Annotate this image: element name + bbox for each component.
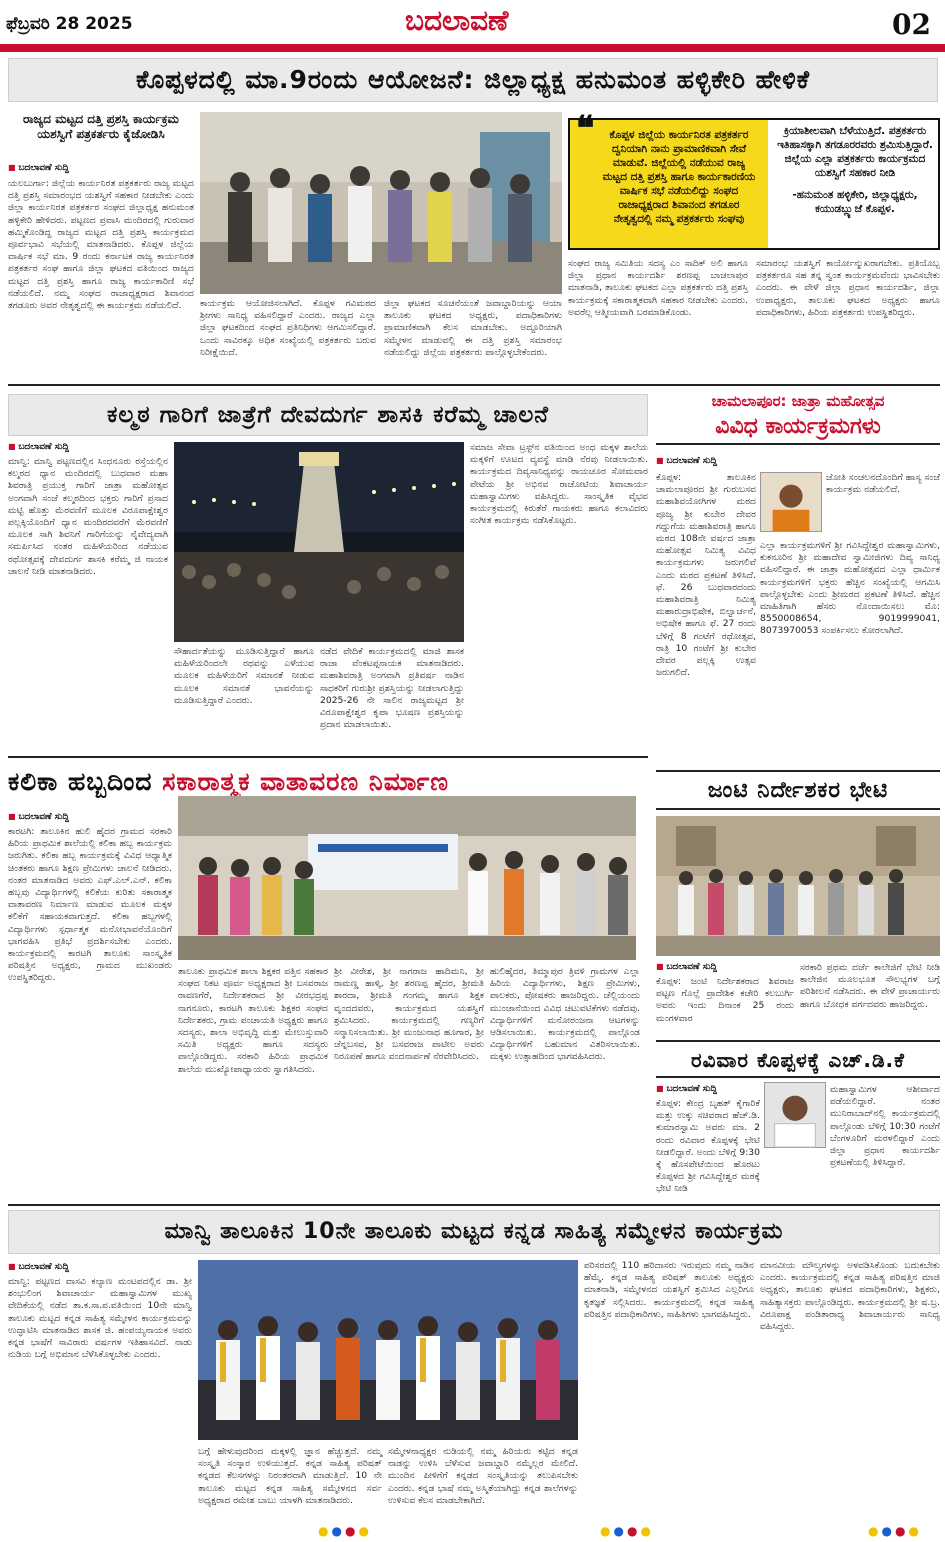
story1-quote-box (568, 109, 940, 250)
story7-col5: ಮಾನವೀಯ ಮೌಲ್ಯಗಳನ್ನು ಅಳವಡಿಸಿಕೊಂಡು ಬದುಕಬೇಕು ಎಂದರು. ಕಾರ್ಯಕ್ರಮದಲ್ಲಿ ಕನ್ನಡ ಸಾಹಿತ್ಯ ಪರಿಷತ್ತಿನ ಮಾಜಿ ಅಧ್ಯಕ್ಷರು, ತಾಲೂಕು ಘಟಕದ ಪದಾಧಿಕಾರಿಗಳು, ಶಿಕ್ಷಕರು, ಸಾಹಿತ್ಯಾಸಕ್ತರು ಪಾಲ್ಗೊಂಡಿದ್ದರು. ಕಾರ್ಯಕ್ರಮದಲ್ಲಿ ಶ್ರೀ ಷ.ಬ್ರ. ವಿರೂಪಾಕ್ಷ ಪಂಡಿತಾರಾಧ್ಯ ಶಿವಾಚಾರ್ಯರು ಸಾನಿಧ್ಯ ವಹಿಸಿದ್ದರು. (760, 1260, 940, 1333)
story5-visit-photo (656, 816, 940, 956)
story4-col3: ಶ್ರೀ ವೀರೇಶ, ಶ್ರೀ ನಾಗರಾಜ ಹಾದಿಮನಿ, ಶ್ರೀ ರಾಮಣ್ಣ ಹಾಳ್ಕಿ, ಶ್ರೀ ಶರಣಪ್ಪ ಹೈದರ, ಶ್ರೀಮತಿ ಶಾರದಾ, ಶ್ರೀಮತಿ ಗಂಗಮ್ಮ ಹಾಗೂ ಶಿಕ್ಷಕ ವೃಂದದವರು, ಕಾರ್ಯಕ್ರಮದ ಯಶಸ್ವಿಗೆ ಶ್ರಮಿಸಿದರು. ಕಾರ್ಯಕ್ರಮದಲ್ಲಿ ಗಣ್ಯರಿಗೆ ಸನ್ಮಾನಿಸಲಾಯಿತು. ಶ್ರೀ ಮಂಜುನಾಥ ಹೂಗಾರ, ಶ್ರೀ ಚೆನ್ನಬಸವ, ಶ್ರೀ ಬಸವರಾಜ ಪಾಟೀಲ ಅವರು ನಿರೂಪಣೆ ಹಾಗೂ ವಂದನಾರ್ಪಣೆ ನೆರವೇರಿಸಿದರು. (334, 966, 484, 1063)
story6-person-photo (764, 1082, 826, 1148)
story7-col4: ಪರಿಸರದಲ್ಲಿ 110 ಹರಿದಾಸರು ಇರುವುದು ನಮ್ಮ ನಾಡಿನ ಹೆಮ್ಮೆ. ಕನ್ನಡ ಸಾಹಿತ್ಯ ಪರಿಷತ್ ತಾಲೂಕು ಅಧ್ಯಕ್ಷರು ಮಾತನಾಡಿ, ಸಮ್ಮೇಳನದ ಯಶಸ್ವಿಗೆ ಶ್ರಮಿಸಿದ ಎಲ್ಲರಿಗೂ ಕೃತಜ್ಞತೆ ಸಲ್ಲಿಸಿದರು. ಕಾರ್ಯಕ್ರಮದಲ್ಲಿ ಕನ್ನಡ ಸಾಹಿತ್ಯ ಪರಿಷತ್ತಿನ ಪದಾಧಿಕಾರಿಗಳು, ಸಾಹಿತಿಗಳು ಭಾಗವಹಿಸಿದ್ದರು. (584, 1260, 754, 1320)
page-number: 02 (892, 8, 931, 41)
divider-1 (8, 384, 940, 386)
story2-col1: ಮಾನ್ವಿ: ಮಾನ್ವಿ ಪಟ್ಟಣದಲ್ಲಿನ ಸಿಂಧನೂರು ರಸ್ತೆಯಲ್ಲಿನ ಕಲ್ಮಠದ ಧ್ಯಾನ ಮಂದಿರದಲ್ಲಿ ಬುಧವಾರ ಮಹಾ ಶಿವರಾತ್ರಿ ಪ್ರಯುಕ್ತ ಗಾರಿಗೆ ಜಾತ್ರಾ ಮಹೋತ್ಸವ ಅಂಗವಾಗಿ ಸಂಜೆ ಕಲ್ಮಠದಿಂದ ಭಕ್ತರು ಗಾರಿಗೆ ಪ್ರಸಾದ ಮಟ್ಟಿ ಹೊತ್ತು ಮೆರವಣಿಗೆ ಮೂಲಕ ವಿರೂಪಾಕ್ಷೇಶ್ವರ ಪಲ್ಲಕ್ಕಿಯೊಂದಿಗೆ ಧ್ಯಾನ ಮಂದಿರದವರೆಗೆ ಮೆರವಣಿಗೆ ಮೂಲಕ ಸಾಗಿ ಶಿವನಿಗೆ ಗಾರಿಗೆಯನ್ನು ನೈವೇದ್ಯವಾಗಿ ಸಮರ್ಪಿಸಿದ ನಂತರ ಮಹಿಳೆಯರಿಂದ ನಡೆಯುವ ರಥೋತ್ಸವಕ್ಕೆ ದೇವದುರ್ಗ ಶಾಸಕಿ ಕರೆಮ್ಮ ಜಿ ನಾಯಕ ಚಾಲನೆ ನೀಡಿ ಮಾತನಾಡಿದರು. (8, 456, 168, 577)
story2-col3-lower: ನಡೆದ ವೇದಿಕೆ ಕಾರ್ಯಕ್ರಮದಲ್ಲಿ ಮಾಜಿ ಶಾಸಕ ರಾಜಾ ವೆಂಕಟಪ್ಪನಾಯಕ ಮಾತನಾಡಿದರು. ಮಹಾಶಿವರಾತ್ರಿ ಅಂಗವಾಗಿ ಪ್ರತಿವರ್ಷ ನಾಡಿನ ಸಾಧಕರಿಗೆ ಗುರುಶ್ರೀ ಪ್ರಶಸ್ತಿಯನ್ನು ನೀಡಲಾಗುತ್ತಿದ್ದು 2025-26 ನೇ ಸಾಲಿನ ರಾಜ್ಯಮಟ್ಟದ ಶ್ರೀ ವಿರೂಪಾಕ್ಷೇಶ್ವರ ಕೃಪಾ ಭೂಷಣ ಪ್ರಶಸ್ತಿಯನ್ನು ಪ್ರದಾನ ಮಾಡಲಾಯಿತು. (320, 646, 464, 731)
story1-headline: ಕೊಪ್ಪಳದಲ್ಲಿ ಮಾ.9ರಂದು ಆಯೋಜನೆ: ಜಿಲ್ಲಾಧ್ಯಕ್ಷ ಹನುಮಂತ ಹಳ್ಳಿಕೇರಿ ಹೇಳಿಕೆ (8, 58, 938, 102)
story2-headline: ಕಲ್ಮಠ ಗಾರಿಗೆ ಜಾತ್ರೆಗೆ ದೇವದುರ್ಗ ಶಾಸಕಿ ಕರೆಮ್ಮ ಚಾಲನೆ (8, 394, 648, 436)
story4-headline-black: ಕಲಿಕಾ ಹಬ್ಬದಿಂದ (8, 767, 153, 796)
story6-headline: ರವಿವಾರ ಕೊಪ್ಪಳಕ್ಕೆ ಎಚ್.ಡಿ.ಕೆ (656, 1040, 940, 1078)
story3-headline: ವಿವಿಧ ಕಾರ್ಯಕ್ರಮಗಳು (656, 414, 940, 445)
story3-person-caption: ಜೋತಿ ಸಂಚಲನದೊಂದಿಗೆ ಹಾಸ್ಯ ಸಂಜೆ ಕಾರ್ಯಕ್ರಮ ನಡೆಯಲಿದೆ. (826, 472, 940, 496)
story1-col4: ಸಂಘದ ರಾಜ್ಯ ಸಮಿತಿಯ ಸದಸ್ಯ ಎಂ ಸಾದಿಕ್ ಅಲಿ ಹಾಗೂ ಜಿಲ್ಲಾ ಪ್ರಧಾನ ಕಾರ್ಯದರ್ಶಿ ಶರಣಪ್ಪ ಬಾಚಲಾಪುರ ಮಾತನಾಡಿ, ತಾಲೂಕು ಘಟಕದ ಎಲ್ಲಾ ಪತ್ರಕರ್ತರು ದತ್ತಿ ಪ್ರಶಸ್ತಿ ಕಾರ್ಯಕ್ರಮಕ್ಕೆ ಸಕಾರಾತ್ಮಕವಾಗಿ ಸಹಕಾರ ನೀಡಬೇಕು ಎಂದರು. ಅವರೆಲ್ಲ ಆತ್ಮೀಯವಾಗಿ ಬರಮಾಡಿಕೊಂಡು. (568, 258, 748, 318)
story6-col1: ಕೊಪ್ಪಳ: ಕೇಂದ್ರ ಬೃಹತ್ ಕೈಗಾರಿಕೆ ಮತ್ತು ಉಕ್ಕು ಸಚಿವರಾದ ಹೆಚ್.ಡಿ. ಕುಮಾರಸ್ವಾಮಿ ಅವರು ಮಾ. 2 ರಂದು ರವಿವಾರ ಕೊಪ್ಪಳಕ್ಕೆ ಭೇಟಿ ನೀಡಲಿದ್ದಾರೆ. ಅಂದು ಬೆಳಿಗ್ಗೆ 9:30 ಕ್ಕೆ ಹೊಸಪೇಟೆಯಿಂದ ಹೊರಟು ಕೊಪ್ಪಳದ ಶ್ರೀ ಗವಿಸಿದ್ದೇಶ್ವರ ಮಠಕ್ಕೆ ಭೇಟಿ ನೀಡಿ (656, 1098, 760, 1195)
story2-byline: ■ ಬದಲಾವಣೆ ಸುದ್ದಿ (8, 442, 69, 452)
issue-date: ಫೆಬ್ರವರಿ 28 2025 (6, 14, 133, 34)
quote-mark-icon: ❝ (576, 109, 595, 149)
divider-3 (8, 1204, 940, 1206)
story3-col1: ಕೊಪ್ಪಳ: ತಾಲೂಕಿನ ಚಾಮಲಾಪೂರದ ಶ್ರೀ ಗುರುಬಸವ ಮಹಾಶಿವಯೋಗಿಗಳ ಮಠದ ಪೂಜ್ಯ ಶ್ರೀ ಕುಬೇರ ದೇವರ ಗದ್ದುಗೆಯ ಮಹಾಶಿವರಾತ್ರಿ ಹಾಗೂ ಮಠದ 108ನೇ ವರ್ಷದ ಜಾತ್ರಾ ಮಹೋತ್ಸವ ನಿಮಿತ್ಯ ವಿವಿಧ ಕಾರ್ಯಕ್ರಮಗಳು ಜರುಗಲಿವೆ ಎಂದು ಮಠದ ಪ್ರಕಟಣೆ ತಿಳಿಸಿದೆ. ಫೆ. 26 ಬುಧವಾರದಂದು ಮಹಾಶಿವರಾತ್ರಿ ನಿಮಿತ್ಯ ಮಹಾರುದ್ರಾಭಿಷೇಕ, ಬಿಲ್ವಾರ್ಚನೆ, ಅಭಿಷೇಕ ಹಾಗೂ ಫೆ. 27 ರಂದು ಬೆಳಿಗ್ಗೆ 8 ಗಂಟೆಗೆ ರಥೋತ್ಸವ, ರಾತ್ರಿ 10 ಗಂಟೆಗೆ ಶ್ರೀ ಕುಬೇರ ದೇವರ ಪಲ್ಲಕ್ಕಿ ಉತ್ಸವ ಜರುಗಲಿದೆ. (656, 472, 756, 679)
masthead-rule (0, 44, 945, 52)
story7-col1: ಮಾನ್ವಿ: ಪಟ್ಟಣದ ವಾಸವಿ ಕಲ್ಯಾಣ ಮಂಟಪದಲ್ಲಿನ ಡಾ. ಶ್ರೀ ಶಂಭುಲಿಂಗ ಶಿವಾಚಾರ್ಯ ಮಹಾಸ್ವಾಮಿಗಳ ಮುಖ್ಯ ವೇದಿಕೆಯಲ್ಲಿ ನಡೆದ ತಾ.ಕ.ಸಾ.ಪ.ವತಿಯಿಂದ 10ನೇ ಮಾನ್ವಿ ತಾಲೂಕು ಮಟ್ಟದ ಕನ್ನಡ ಸಾಹಿತ್ಯ ಸಮ್ಮೇಳನ ಕಾರ್ಯಕ್ರಮವನ್ನು ಉದ್ಘಾಟಿಸಿ ಮಾತನಾಡಿದ ಶಾಸಕ ಜಿ. ಹಂಪಯ್ಯನಾಯಕ ಅವರು ಕನ್ನಡ ಭಾಷೆಗೆ ಸಾವಿರಾರು ವರ್ಷಗಳ ಇತಿಹಾಸವಿದೆ. ನಾಡು ನುಡಿಯ ಬಗ್ಗೆ ಅಭಿಮಾನ ಬೆಳೆಸಿಕೊಳ್ಳಬೇಕು ಎಂದರು. (8, 1276, 192, 1361)
footer-dots-left: ●●●● (318, 1524, 372, 1538)
story3-section: ಚಾಮಲಾಪೂರ: ಜಾತ್ರಾ ಮಹೋತ್ಸವ (711, 392, 885, 410)
story4-col2: ತಾಲೂಕು ಪ್ರಾಥಮಿಕ ಶಾಲಾ ಶಿಕ್ಷಕರ ಪತ್ತಿನ ಸಹಕಾರ ಸಂಘದ ನಿಕಟ ಪೂರ್ವ ಅಧ್ಯಕ್ಷರಾದ ಶ್ರೀ ಬಸವರಾಜ ರಾವಣಗೆರೆ, ನಿರ್ದೇಶಕರಾದ ಶ್ರೀ ವೀರಭದ್ರಪ್ಪ ನಾಗನೂರು, ಕಾರಟಗಿ ತಾಲೂಕು ಶಿಕ್ಷಕರ ಸಂಘದ ನಿರ್ದೇಶಕರು, ಗ್ರಾಮ ಪಂಚಾಯತಿ ಅಧ್ಯಕ್ಷರು ಹಾಗೂ ಸದಸ್ಯರು, ಶಾಲಾ ಅಭಿವೃದ್ಧಿ ಮತ್ತು ಮೇಲುಸ್ತುವಾರಿ ಸಮಿತಿ ಅಧ್ಯಕ್ಷರು ಹಾಗೂ ಸದಸ್ಯರು ಪಾಲ್ಗೊಂಡಿದ್ದರು. ಸರಕಾರಿ ಹಿರಿಯ ಪ್ರಾಥಮಿಕ ಶಾಲೆಯ ಮುಖ್ಯೋಪಾಧ್ಯಾಯರು ಸ್ವಾಗತಿಸಿದರು. (178, 966, 328, 1075)
footer-dots-right: ●●●● (868, 1524, 922, 1538)
story4-headline-red: ಸಕಾರಾತ್ಮಕ ವಾತಾವರಣ ನಿರ್ಮಾಣ (162, 767, 449, 796)
story5-byline: ■ ಬದಲಾವಣೆ ಸುದ್ದಿ (656, 962, 717, 972)
story1-photo-caption: ಕಾರ್ಯಕ್ರಮ ಆಯೋಜಿಸಲಾಗಿದೆ. ಕೊಪ್ಪಳ ಗವಿಮಠದ ಶ್ರೀಗಳು ಸಾನಿಧ್ಯ ವಹಿಸಲಿದ್ದಾರೆ ಎಂದರು. ರಾಜ್ಯದ ಎಲ್ಲಾ ಜಿಲ್ಲಾ ಘಟಕದಿಂದ ಸಂಘದ ಪ್ರತಿನಿಧಿಗಳು ಆಗಮಿಸಲಿದ್ದಾರೆ. ಒಂದು ಸಾವಿರಕ್ಕೂ ಅಧಿಕ ಸಂಖ್ಯೆಯಲ್ಲಿ ಪತ್ರಕರ್ತರು ಬರುವ ನಿರೀಕ್ಷೆಯಿದೆ. (200, 298, 376, 358)
story4-school-photo (178, 796, 636, 960)
newspaper-title: ಬದಲಾವಣೆ (405, 4, 509, 37)
story7-col2: ಬಗ್ಗೆ ಹೇಳುವುದರಿಂದ ಮಕ್ಕಳಲ್ಲಿ ಜ್ಞಾನ ಹೆಚ್ಚುತ್ತದೆ. ನಮ್ಮ ಸಂಸ್ಕೃತಿ ಸಂಸ್ಕಾರ ಉಳಿಯುತ್ತದೆ. ಕನ್ನಡ ಸಾಹಿತ್ಯ ಪರಿಷತ್ ಕನ್ನಡದ ಕೆಲಸಗಳನ್ನು ನಿರಂತರವಾಗಿ ಮಾಡುತ್ತಿದೆ. 10 ನೇ ತಾಲೂಕು ಮಟ್ಟದ ಕನ್ನಡ ಸಾಹಿತ್ಯ ಸಮ್ಮೇಳನದ ಸರ್ವ ಅಧ್ಯಕ್ಷರಾದ ರಮೇಶ ಬಾಬು ಯಾಳಗಿ ಮಾತನಾಡಿದರು. (198, 1446, 382, 1506)
quote-author: -ಹನುಮಂತ ಹಳ್ಳಿಕೇರಿ, ಜಿಲ್ಲಾಧ್ಯಕ್ಷರು, ಕಯುಡಬ್ಲ್ಯುಜೆ ಕೊಪ್ಪಳ. (792, 189, 918, 215)
story1-col3: ಜಿಲ್ಲಾ ಘಟಕದ ಸೂಚನೆಯಂತೆ ಜವಾಬ್ದಾರಿಯನ್ನು ಆಯಾ ತಾಲೂಕು ಘಟಕದ ಅಧ್ಯಕ್ಷರು, ಪದಾಧಿಕಾರಿಗಳು ಪ್ರಾಮಾಣಿಕವಾಗಿ ಕೆಲಸ ಮಾಡಬೇಕು. ಅದ್ದೂರಿಯಾಗಿ ಸಮ್ಮೇಳನ ಮಾಡುವಲ್ಲಿ ಈ ದತ್ತಿ ಪ್ರಶಸ್ತಿ ಸಮಾರಂಭ ನಡೆಯಲಿದ್ದು ಜಿಲ್ಲೆಯ ಪತ್ರಕರ್ತರು ಪಾಲ್ಗೊಳ್ಳಬೇಕೆಂದರು. (384, 298, 562, 358)
story1-col1: ಯಲಬುರ್ಗಾ: ಜಿಲ್ಲೆಯ ಕಾರ್ಯನಿರತ ಪತ್ರಕರ್ತರು ರಾಜ್ಯ ಮಟ್ಟದ ದತ್ತಿ ಪ್ರಶಸ್ತಿ ಸಮಾರಂಭದ ಯಶಸ್ವಿಗೆ ಸಹಕಾರ ನೀಡಬೇಕು ಎಂದು ಜಿಲ್ಲಾ ಕಾರ್ಯನಿರತ ಪತ್ರಕರ್ತರ ಸಂಘದ ಜಿಲ್ಲಾಧ್ಯಕ್ಷ ಹನುಮಂತ ಹಳ್ಳಿಕೇರಿ ಹೇಳಿದರು. ಪಟ್ಟಣದ ಪ್ರವಾಸಿ ಮಂದಿರದಲ್ಲಿ ಗುರುವಾರ ಹಮ್ಮಿಕೊಂಡಿದ್ದ ರಾಜ್ಯದ ಮಟ್ಟದ ದತ್ತಿ ಪ್ರಶಸ್ತಿ ಕಾರ್ಯಕ್ರಮದ ಪೂರ್ವಭಾವಿ ಸಭೆಯಲ್ಲಿ ಮಾತನಾಡಿದರು. ಕೊಪ್ಪಳ ಜಿಲ್ಲೆಯ ವಾರ್ಷಿಕ ಸಭೆ ಮಾ. 9 ರಂದು ಕರ್ನಾಟಕ ರಾಜ್ಯ ಕಾರ್ಯನಿರತ ಪತ್ರಕರ್ತರ ಸಂಘ ಹಾಗೂ ಜಿಲ್ಲಾ ಘಟಕದ ವತಿಯಿಂದ ರಾಜ್ಯದ ಮಟ್ಟದ ದತ್ತಿ ಪ್ರಶಸ್ತಿ ಹಾಗೂ ರಾಜ್ಯ ಕಾರ್ಯಕಾರಿಣಿ ಸಭೆ ನಡೆಯಲಿದೆ. ನಮ್ಮ ಸಂಘದ ರಾಜಾಧ್ಯಕ್ಷರಾದ ಶಿವಾನಂದ ತಗಡೂರು ಅವರ ನೇತೃತ್ವದಲ್ಲಿ ಈ ಕಾರ್ಯಕ್ರಮ ನಡೆಯಲಿದೆ. (8, 178, 194, 312)
story5-headline: ಜಂಟಿ ನಿರ್ದೇಶಕರ ಭೇಟಿ (656, 770, 940, 810)
story7-col3: ಸಮ್ಮೇಳನಾಧ್ಯಕ್ಷರ ನುಡಿಯಲ್ಲಿ ನಮ್ಮ ಹಿರಿಯರು ಕಟ್ಟಿದ ಕನ್ನಡ ನಾಡನ್ನು ಉಳಿಸಿ ಬೆಳೆಸುವ ಜವಾಬ್ದಾರಿ ನಮ್ಮೆಲ್ಲರ ಮೇಲಿದೆ. ಮುಂದಿನ ಪೀಳಿಗೆಗೆ ಕನ್ನಡದ ಸಂಸ್ಕೃತಿಯನ್ನು ತಲುಪಿಸಬೇಕು ಎಂದರು. ಕನ್ನಡ ಭಾಷೆ ನಮ್ಮ ಅಸ್ಮಿತೆಯಾಗಿದ್ದು ಕನ್ನಡ ಶಾಲೆಗಳನ್ನು ಉಳಿಸುವ ಕೆಲಸ ಮಾಡಬೇಕಾಗಿದೆ. (388, 1446, 578, 1506)
story4-byline: ■ ಬದಲಾವಣೆ ಸುದ್ದಿ (8, 812, 69, 822)
story7-byline: ■ ಬದಲಾವಣೆ ಸುದ್ದಿ (8, 1262, 69, 1272)
quote-left-text: ಕೊಪ್ಪಳ ಜಿಲ್ಲೆಯ ಕಾರ್ಯನಿರತ ಪತ್ರಕರ್ತರ ದ್ವನಿಯಾಗಿ ನಾನು ಪ್ರಾಮಾಣಿಕವಾಗಿ ಸೇವೆ ಮಾಡುವೆ. ಜಿಲ್ಲೆಯಲ್ಲಿ ನಡೆಯುವ ರಾಜ್ಯ ಮಟ್ಟದ ದತ್ತಿ ಪ್ರಶಸ್ತಿ ಹಾಗೂ ಕಾರ್ಯಕಾರಣಿಯ ವಾರ್ಷಿಕ ಸಭೆ ನಡೆಯಲಿದ್ದು ಸಂಘದ ರಾಜಾಧ್ಯಕ್ಷರಾದ ಶಿವಾನಂದ ತಗಡೂರ ನೇತೃತ್ವದಲ್ಲಿ ನಮ್ಮ ಪತ್ರಕರ್ತರು ಸಂಘವು (602, 129, 756, 225)
story2-festival-photo (174, 442, 464, 642)
story2-col3: ಸಮಾಜ ಸೇವಾ ಟ್ರಸ್ಟ್‌ನ ವತಿಯಿಂದ ಅಂಧ ಮಕ್ಕಳ ಶಾಲೆಯ ಮಕ್ಕಳಿಗೆ ಊಟದ ವ್ಯವಸ್ಥೆ ಮಾಡಿ ನೆರವು ನೀಡಲಾಯಿತು. ಕಾರ್ಯಕ್ರಮದ ದಿವ್ಯಸಾನಿಧ್ಯವನ್ನು ರಾಯಚೂರ ಸೋಮವಾರ ಪೇಟೆಯ ಶ್ರೀ ಅಭಿನವ ರಾಚೋಟಿಯ ಶಿವಾಚಾರ್ಯ ಮಹಾಸ್ವಾಮಿಗಳು ವಹಿಸಿದ್ದರು. ಸಾಂಸ್ಕೃತಿಕ ವೈಭವ ಕಾರ್ಯಕ್ರಮದಲ್ಲಿ ಕಿರುತೆರೆ ಗಾಯಕರು ಹಾಗೂ ಕಲಾವಿದರು ಸಂಗೀತ ಕಾರ್ಯಕ್ರಮ ನಡೆಸಿಕೊಟ್ಟರು. (470, 442, 648, 527)
quote-right-panel (772, 124, 938, 216)
story3-col2: ಎಲ್ಲಾ ಕಾರ್ಯಕ್ರಮಗಳಿಗೆ ಶ್ರೀ ಗವಿಸಿದ್ಧೇಶ್ವರ ಮಹಾಸ್ವಾಮಿಗಳು, ಕುಕನೂರಿನ ಶ್ರೀ ಮಹಾದೇವ ಸ್ವಾಮೀಜಿಗಳು ದಿವ್ಯ ಸಾನಿಧ್ಯ ವಹಿಸಲಿದ್ದಾರೆ. ಈ ಜಾತ್ರಾ ಮಹೋತ್ಸವದ ಎಲ್ಲಾ ಧಾರ್ಮಿಕ ಕಾರ್ಯಕ್ರಮಗಳಿಗೆ ಭಕ್ತರು ಹೆಚ್ಚಿನ ಸಂಖ್ಯೆಯಲ್ಲಿ ಆಗಮಿಸಿ ಪಾಲ್ಗೊಳ್ಳಬೇಕು ಎಂದು ಶ್ರೀಮಠದ ಪ್ರಕಟಣೆ ತಿಳಿಸಿದೆ. ಹೆಚ್ಚಿನ ಮಾಹಿತಿಗಾಗಿ ಹೆಸರು ನೊಂದಾಯಿಸಲು ಮೊ: 8550008654, 9019999041, 8073970053 ಸಂಪರ್ಕಿಸಲು ಕೋರಲಾಗಿದೆ. (760, 540, 940, 637)
story1-group-photo (200, 112, 562, 294)
story5-col1: ಕೊಪ್ಪಳ: ಜಂಟಿ ನಿರ್ದೇಶಕರಾದ ಶಿವರಾಜ ಪಟ್ಟಣ ಗೊಲ್ಲೆ ಪ್ರಾದೇಶಿಕ ಕಚೇರಿ ಕಲಬುರ್ಗಿ ಅವರು ಇಂದು ದಿನಾಂಕ 25 ರಂದು ಮಂಗಳವಾರ (656, 976, 794, 1024)
divider-2 (8, 756, 648, 758)
story4-col4: ಹುಲಿಹೈದರ, ತಿಮ್ಮಾಪುರ ತ್ರಿವಳಿ ಗ್ರಾಮಗಳ ಎಲ್ಲಾ ಹಿರಿಯ ವಿದ್ಯಾರ್ಥಿಗಳು, ಶಿಕ್ಷಣ ಪ್ರೇಮಿಗಳು, ಪಾಲಕರು, ಪೋಷಕರು ಹಾಜರಿದ್ದರು. ಚೆಲ್ಲಿಯಂದು ಮುಂಜಾನೆಯಿಂದ ವಿವಿಧ ಚಟುವಟಿಕೆಗಳು ನಡೆದವು. ವಿದ್ಯಾರ್ಥಿಗಳಿಗೆ ಮನೋರಂಜನಾ ಆಟಗಳನ್ನು ಆಡಿಸಲಾಯಿತು. ಕಾರ್ಯಕ್ರಮದಲ್ಲಿ ಪಾಲ್ಗೊಂಡ ವಿದ್ಯಾರ್ಥಿಗಳಿಗೆ ಬಹುಮಾನ ವಿತರಿಸಲಾಯಿತು. ಮಕ್ಕಳು ಉತ್ಸಾಹದಿಂದ ಭಾಗವಹಿಸಿದರು. (490, 966, 640, 1063)
footer-dots-center: ●●●● (600, 1524, 654, 1538)
story7-headline: ಮಾನ್ವಿ ತಾಲೂಕಿನ 10ನೇ ತಾಲೂಕು ಮಟ್ಟದ ಕನ್ನಡ ಸಾಹಿತ್ಯ ಸಮ್ಮೇಳನ ಕಾರ್ಯಕ್ರಮ (8, 1210, 940, 1254)
story1-subhead: ರಾಜ್ಯದ ಮಟ್ಟದ ದತ್ತಿ ಪ್ರಶಸ್ತಿ ಕಾರ್ಯಕ್ರಮ ಯಶಸ್ವಿಗೆ ಪತ್ರಕರ್ತರು ಕೈಜೋಡಿಸಿ (23, 112, 179, 141)
story1-col5: ಸಮಾರಂಭ ಯಶಸ್ವಿಗೆ ಕಾರ್ಯೋನ್ಮುಖರಾಗಬೇಕು. ಪ್ರತಿಯೊಬ್ಬ ಪತ್ರಕರ್ತರೂ ಸಹ ತನ್ನ ಸ್ವಂತ ಕಾರ್ಯಕ್ರಮವೆಂದು ಭಾವಿಸಬೇಕು ಎಂದರು. ಈ ವೇಳೆ ಜಿಲ್ಲಾ ಪ್ರಧಾನ ಕಾರ್ಯದರ್ಶಿ, ಜಿಲ್ಲಾ ಉಪಾಧ್ಯಕ್ಷರು, ತಾಲೂಕು ಘಟಕದ ಅಧ್ಯಕ್ಷರು ಹಾಗೂ ಪದಾಧಿಕಾರಿಗಳು, ಹಿರಿಯ ಪತ್ರಕರ್ತರು ಉಪಸ್ಥಿತರಿದ್ದರು. (756, 258, 940, 318)
story6-col2: ಮಹಾಸ್ವಾಮಿಗಳ ಆಶೀರ್ವಾದ ಪಡೆಯಲಿದ್ದಾರೆ. ನಂತರ ಮುನಿರಾಬಾದ್‌ನಲ್ಲಿ ಕಾರ್ಯಕ್ರಮದಲ್ಲಿ ಪಾಲ್ಗೊಂಡು ಬೆಳಿಗ್ಗೆ 10:30 ಗಂಟೆಗೆ ಬೆಂಗಳೂರಿಗೆ ಮರಳಲಿದ್ದಾರೆ ಎಂದು ಜಿಲ್ಲಾ ಪ್ರಧಾನ ಕಾರ್ಯದರ್ಶಿ ಪ್ರಕಟಣೆಯಲ್ಲಿ ತಿಳಿಸಿದ್ದಾರೆ. (830, 1084, 940, 1169)
story3-person-photo (760, 472, 822, 532)
story4-col1: ಕಾರಟಗಿ: ತಾಲೂಕಿನ ಹುಲಿ ಹೈದರ ಗ್ರಾಮದ ಸರಕಾರಿ ಹಿರಿಯ ಪ್ರಾಥಮಿಕ ಶಾಲೆಯಲ್ಲಿ ಕಲಿಕಾ ಹಬ್ಬ ಕಾರ್ಯಕ್ರಮ ಜರುಗಿತು. ಕಲಿಕಾ ಹಬ್ಬ ಕಾರ್ಯಕ್ರಮಕ್ಕೆ ವಿವಿಧ ಆಧ್ಯಾತ್ಮಿಕ ಚಿಂತಕರು ಹಾಗೂ ಶಿಕ್ಷಣ ಪ್ರೇಮಿಗಳು ಚಾಲನೆ ನೀಡಿದರು. ನಂತರ ಮಾತನಾಡಿದ ಅವರು ಎಫ್.ಎಲ್.ಎನ್. ಕಲಿಕಾ ಹಬ್ಬವು ವಿದ್ಯಾರ್ಥಿಗಳಲ್ಲಿ ಕಲಿಕೆಯ ಕುರಿತು ಸಕಾರಾತ್ಮಕ ವಾತಾವರಣ ನಿರ್ಮಾಣ ಮಾಡುವ ಮೂಲಕ ಮಕ್ಕಳ ಕಲಿಕೆಗೆ ಸಹಾಯಕವಾಗುತ್ತದೆ. ಕಲಿಕಾ ಹಬ್ಬಗಳಲ್ಲಿ ವಿದ್ಯಾರ್ಥಿಗಳು ಸ್ಪರ್ಧಾತ್ಮಕ ಮನೋಭಾವನೆಯೊಂದಿಗೆ ಭಾಗವಹಿಸಿ ಪ್ರತಿಭೆ ಪ್ರದರ್ಶಿಸಬೇಕು ಎಂದರು. ಕಾರ್ಯಕ್ರಮದಲ್ಲಿ ಕಾರಟಗಿ ತಾಲೂಕು ಸಾಂಸ್ಕೃತಿಕ ಪರಿಷತ್ತಿನ ಅಧ್ಯಕ್ಷರು, ಗ್ರಾಮದ ಮುಖಂಡರು ಉಪಸ್ಥಿತರಿದ್ದರು. (8, 826, 172, 984)
story3-byline: ■ ಬದಲಾವಣೆ ಸುದ್ದಿ (656, 456, 717, 466)
quote-left-panel (570, 109, 768, 248)
story1-byline: ■ ಬದಲಾವಣೆ ಸುದ್ದಿ (8, 163, 69, 173)
story7-event-photo (198, 1260, 578, 1440)
masthead (0, 0, 945, 52)
story6-byline: ■ ಬದಲಾವಣೆ ಸುದ್ದಿ (656, 1084, 717, 1094)
story2-photo-caption: ಸೌಹಾರ್ದತೆಯನ್ನು ಮೂಡಿಸುತ್ತಿದ್ದಾರೆ ಹಾಗೂ ಮಹಿಳೆಯರಿಂದಲೇ ರಥವನ್ನು ಎಳೆಯುವ ಮೂಲಕ ಮಹಿಳೆಯರಿಗೆ ಸಮಾನತೆ ನೀಡುವ ಮೂಲಕ ಸಮಾನತೆ ಭಾವನೆಯನ್ನು ಮೂಡಿಸುತ್ತಿದ್ದಾರೆ ಎಂದರು. (174, 646, 314, 706)
quote-right-text: ಕ್ರಿಯಾಶೀಲವಾಗಿ ಬೆಳೆಯುತ್ತಿದೆ. ಪತ್ರಕರ್ತರು ಇತಿಹಾಸಕ್ಕಾಗಿ ತಗಡೂರರವರು ಶ್ರಮಿಸುತ್ತಿದ್ದಾರೆ. ಜಿಲ್ಲೆಯ ಎಲ್ಲಾ ಪತ್ರಕರ್ತರು ಕಾರ್ಯಕ್ರಮದ ಯಶಸ್ವಿಗೆ ಸಹಕಾರ ನೀಡಿ (777, 125, 933, 179)
story5-col2: ಸರಕಾರಿ ಪ್ರಥಮ ದರ್ಜೆ ಕಾಲೇಜಿಗೆ ಭೇಟಿ ನೀಡಿ ಕಾಲೇಜಿನ ಮೂಲಭೂತ ಸೌಲಭ್ಯಗಳ ಬಗ್ಗೆ ಪರಿಶೀಲನೆ ನಡೆಸಿದರು. ಈ ವೇಳೆ ಪ್ರಾಚಾರ್ಯರು ಹಾಗೂ ಬೋಧಕ ವರ್ಗದವರು ಹಾಜರಿದ್ದರು. (800, 962, 940, 1010)
